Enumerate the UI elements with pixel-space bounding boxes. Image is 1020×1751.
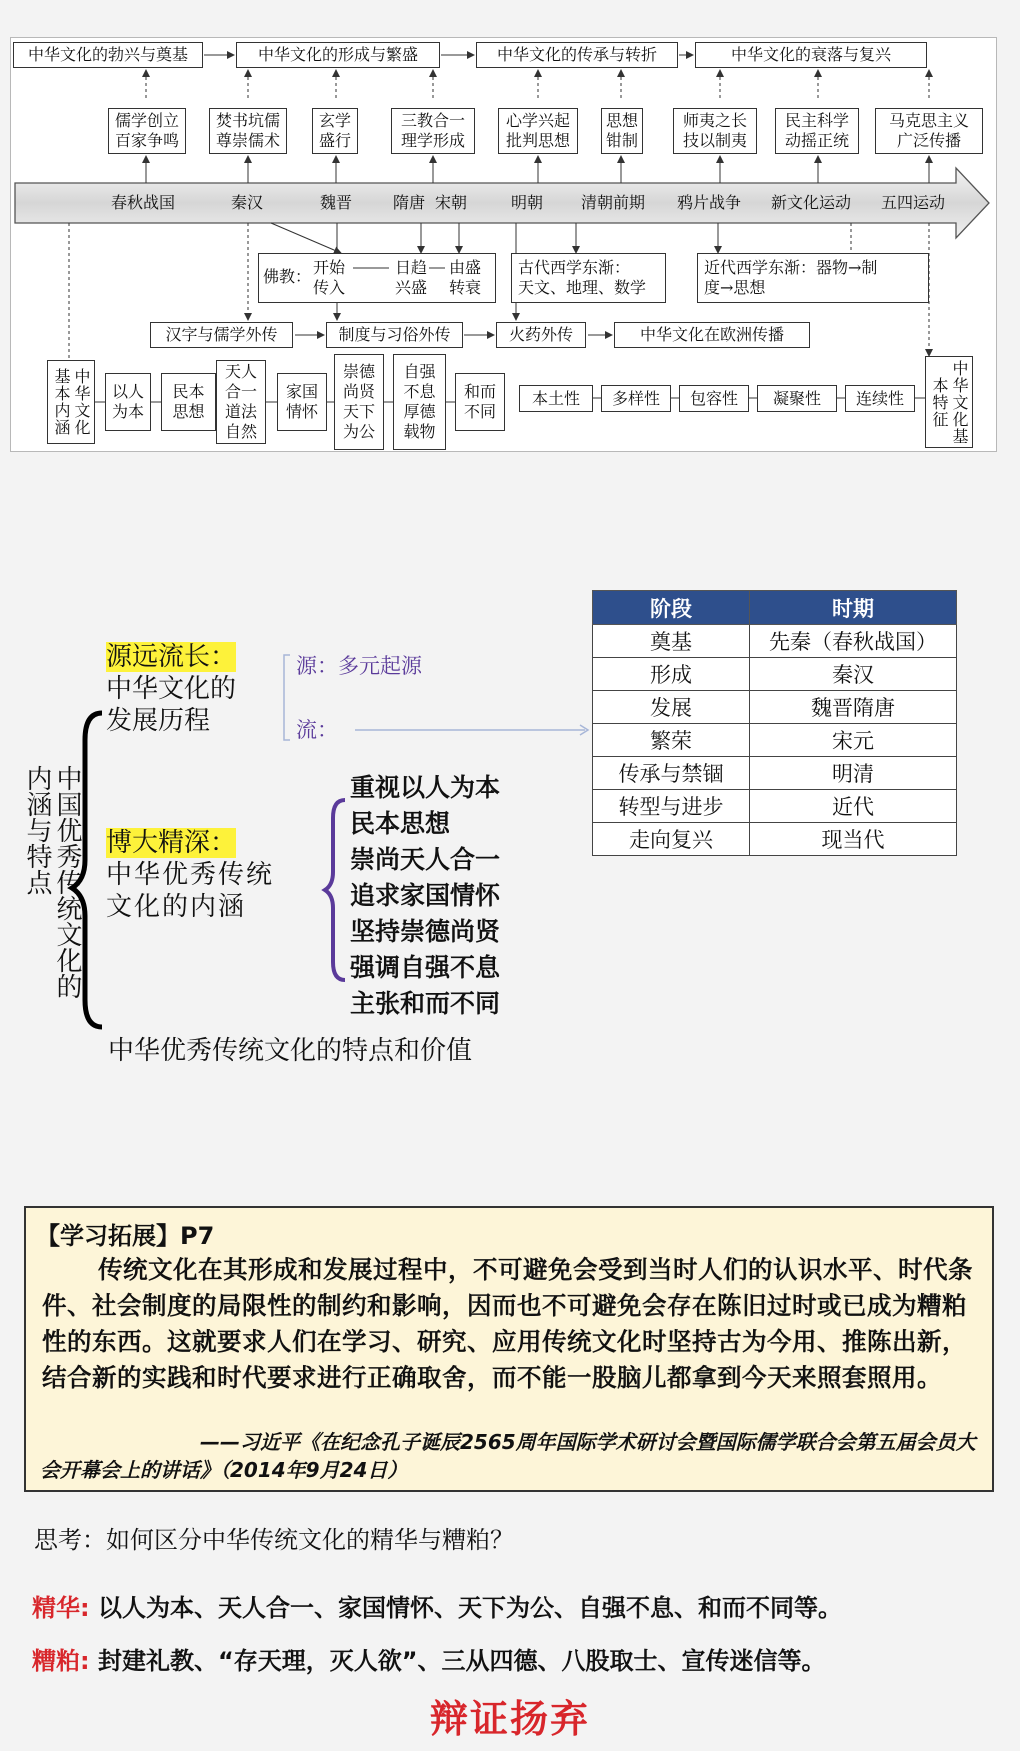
table-header-row (593, 591, 957, 625)
conclusion-text: 辩证扬弃 (429, 1697, 590, 1741)
trait-box: 多样性 (601, 385, 671, 412)
buddhism-stage: 日趋 兴盛 (395, 258, 428, 297)
essence-text: 以人为本、天人合一、家国情怀、天下为公、自强不息、和而不同等。 (97, 1594, 842, 1622)
buddhism-stage: 由盛 转衰 (449, 258, 482, 297)
connotation-box: 崇德 尚贤 天下 为公 (334, 354, 384, 450)
branch-connotation-text: 中华优秀传统 文化的内涵 (106, 860, 275, 922)
top-box-origin: 中华文化的勃兴与奠基 (13, 42, 203, 68)
west-ancient-box: 古代西学东渐： 天文、地理、数学 (511, 253, 666, 303)
dross-label: 糟粕: (32, 1647, 90, 1675)
table-header-stage: 阶段 (593, 591, 750, 625)
table-row (593, 757, 957, 790)
period-cell: 现当代 (750, 823, 957, 856)
traits-title-box: 中华文化基本特征 (925, 356, 973, 448)
feature-box: 民主科学 动摇正统 (775, 108, 859, 154)
outline-root-text: 中国优秀传统文化的内涵与特点 (22, 765, 82, 999)
study-extension-box (24, 1206, 994, 1492)
stage-cell: 发展 (593, 691, 750, 724)
stage-table (592, 590, 957, 856)
period-cell: 秦汉 (750, 658, 957, 691)
buddhism-label: 佛教： (263, 267, 312, 286)
connotation-item: 重视以人为本 (350, 773, 501, 802)
feature-box: 马克思主义 广泛传播 (875, 108, 983, 154)
feature-box: 三教合一 理学形成 (391, 108, 475, 154)
era-label: 魏晋 (320, 193, 353, 212)
era-label: 五四运动 (881, 193, 946, 212)
stage-cell: 走向复兴 (593, 823, 750, 856)
stage-cell: 繁荣 (593, 724, 750, 757)
dross-text: 封建礼教、“存天理，灭人欲”、三从四德、八股取士、宣传迷信等。 (97, 1647, 826, 1675)
branch-origin-text: 中华文化的 发展历程 (106, 674, 237, 736)
top-box-inheritance: 中华文化的传承与转折 (476, 42, 678, 68)
era-label: 清朝前期 (581, 193, 646, 212)
spread-box: 汉字与儒学外传 (150, 322, 293, 348)
era-label: 鸦片战争 (677, 193, 742, 212)
connotation-item: 崇尚天人合一 (350, 845, 501, 874)
feature-box: 心学兴起 批判思想 (498, 108, 578, 154)
connotation-item: 强调自强不息 (350, 953, 501, 982)
feature-box: 焚书坑儒 尊崇儒术 (209, 108, 287, 154)
source-line (296, 650, 422, 680)
connotation-list (350, 770, 500, 1022)
period-cell: 近代 (750, 790, 957, 823)
west-modern-box: 近代西学东渐：器物→制 度→思想 (697, 253, 929, 303)
extension-title: 【学习拓展】P7 (36, 1222, 215, 1250)
buddhism-stage: 开始 传入 (313, 258, 346, 297)
table-row (593, 790, 957, 823)
era-label: 明朝 (511, 193, 544, 212)
branch-traits: 中华优秀传统文化的特点和价值 (108, 1036, 473, 1066)
table-row (593, 625, 957, 658)
source-label: 源： (296, 654, 338, 678)
connotation-item: 民本思想 (350, 809, 451, 838)
spread-box: 火药外传 (496, 322, 586, 348)
source-value: 多元起源 (338, 654, 422, 678)
essence-label: 精华: (32, 1594, 90, 1622)
stage-cell: 奠基 (593, 625, 750, 658)
period-cell: 明清 (750, 757, 957, 790)
era-label: 宋朝 (435, 193, 468, 212)
extension-body: 传统文化在其形成和发展过程中，不可避免会受到当时人们的认识水平、时代条件、社会制度的局限性的制约和影响，因而也不可避免会存在陈旧过时或已成为糟粕性的东西。这就要求人们在学习、研究、应用传统文化时坚持古为今用、推陈出新，结合新的实践和时代要求进行正确取舍，而不能一股脑儿都拿到今天来照套照用。 (42, 1255, 973, 1392)
connotation-box: 和而 不同 (455, 373, 505, 431)
branch-origin-highlight: 源远流长： (106, 642, 237, 672)
extension-source: ——习近平《在纪念孔子诞辰2565周年国际学术研讨会暨国际儒学联合会第五届会员大会开幕会上的讲话》（2014年9月24日） (40, 1430, 976, 1482)
connotation-item: 主张和而不同 (350, 989, 501, 1018)
feature-box: 师夷之长 技以制夷 (673, 108, 757, 154)
feature-box: 玄学 盛行 (312, 108, 358, 154)
era-label: 春秋战国 (111, 193, 176, 212)
trait-box: 包容性 (679, 385, 749, 412)
top-box-revival: 中华文化的衰落与复兴 (695, 42, 927, 68)
connotation-item: 追求家国情怀 (350, 881, 501, 910)
stage-cell: 形成 (593, 658, 750, 691)
trait-box: 连续性 (845, 385, 915, 412)
essence-line (32, 1588, 842, 1623)
top-box-formation: 中华文化的形成与繁盛 (236, 42, 440, 68)
table-row (593, 724, 957, 757)
connotation-box: 民本 思想 (161, 373, 216, 431)
stage-cell: 传承与禁锢 (593, 757, 750, 790)
trait-box: 本土性 (519, 385, 593, 412)
trait-box: 凝聚性 (757, 385, 837, 412)
connotation-box: 家国 情怀 (277, 373, 327, 431)
connotation-title-box: 中华文化基本内涵 (47, 360, 95, 444)
era-label: 秦汉 (231, 193, 264, 212)
branch-connotation (106, 827, 274, 923)
connotation-box: 以人 为本 (105, 373, 151, 431)
connotation-box: 天人 合一 道法 自然 (216, 360, 266, 444)
branch-connotation-highlight: 博大精深： (106, 828, 237, 858)
flow-label: 流： (296, 718, 338, 742)
feature-box: 思想 钳制 (601, 108, 643, 154)
feature-box: 儒学创立 百家争鸣 (108, 108, 186, 154)
spread-box: 中华文化在欧洲传播 (614, 322, 810, 348)
period-cell: 宋元 (750, 724, 957, 757)
era-label: 新文化运动 (771, 193, 852, 212)
table-row (593, 823, 957, 856)
branch-origin (106, 641, 236, 737)
period-cell: 魏晋隋唐 (750, 691, 957, 724)
spread-box: 制度与习俗外传 (326, 322, 463, 348)
table-row (593, 658, 957, 691)
stage-cell: 转型与进步 (593, 790, 750, 823)
thinking-question: 思考：如何区分中华传统文化的精华与糟粕？ (34, 1526, 514, 1554)
table-header-period: 时期 (750, 591, 957, 625)
dross-line (32, 1641, 826, 1676)
connotation-item: 坚持崇德尚贤 (350, 917, 501, 946)
connotation-box: 自强 不息 厚德 载物 (393, 354, 446, 450)
era-label: 隋唐 (393, 193, 426, 212)
table-row (593, 691, 957, 724)
period-cell: 先秦（春秋战国） (750, 625, 957, 658)
